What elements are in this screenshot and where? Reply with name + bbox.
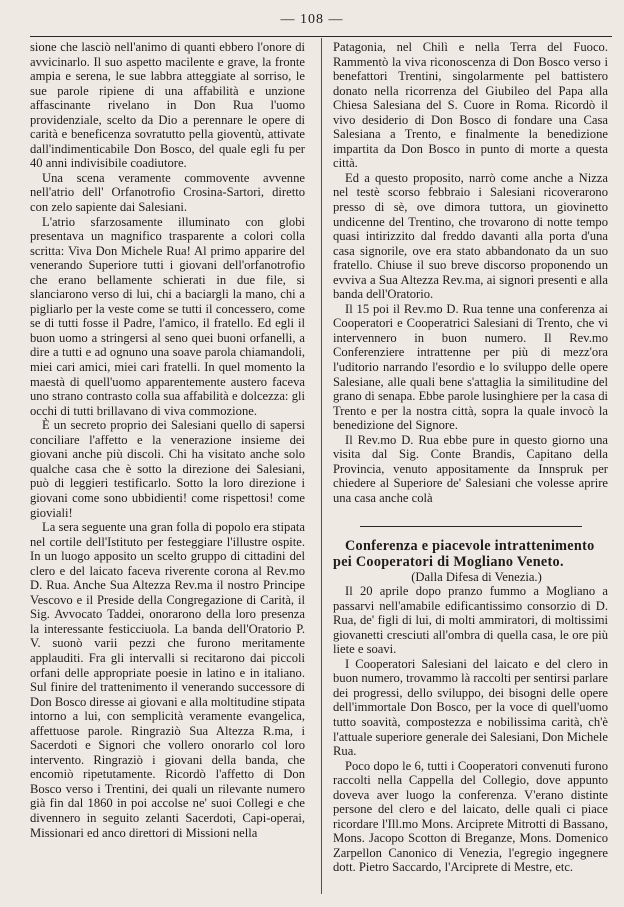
paragraph: L'atrio sfarzosamente illuminato con globi presentava un magnifico trasparente a colori colla scritta: Viva Don Michele Rua! Al primo apparire del venerando Superiore tutti i giovani dell'orfanotrofio che erano bellamente schierati in due file, si slanciarono verso di lui, chi a baciargli la mano, chi a pigliarlo per la veste come se tutti il concessero, come se di tutti fosse il Padre, l'amico, il fratello. Ed egli il buon uomo a stringersi al seno quei buoni orfanelli, a dire a tutti e ad ognuno una soave parola chiamandoli, miei cari amici, miei cari fratelli. In quel momento la maestà di quell'uomo apparentemente austero faceva uno strano contrasto colla sua affabilità e dolcezza: gli occhi di tutti brillavano di viva commozione. xyxy=(30,214,305,418)
page-number: — 108 — xyxy=(280,12,344,27)
paragraph: sione che lasciò nell'animo di quanti ebbero l'onore di avvicinarlo. Il suo aspetto macilente e grave, la fronte ampia e serena, le sue labbra atteggiate al sorriso, le sue parole ripiene di una affabilità e unzione affascinante rivelano in Don Rua l'uomo providenziale, scelto da Dio a perennare le opere di carità e beneficenza sovratutto pella gioventù, attivate dall'indimenticabile Don Bosco, del quale egli fu per 40 anni indivisibile coadiutore. xyxy=(30,40,305,171)
column-divider xyxy=(321,38,322,894)
left-column xyxy=(30,40,305,840)
paragraph: La sera seguente una gran folla di popolo era stipata nel cortile dell'Istituto per festeggiare l'illustre ospite. In un luogo apposito un scelto gruppo di cittadini del clero e del laicato faceva riverente corona al Rev.mo D. Rua. Anche Sua Altezza Rev.ma il nostro Principe Vescovo e il Preside della Congregazione di Carità, il Sig. Avvocato Taddei, onorarono della loro presenza la interessante festicciuola. La banda dell'Oratorio P. V. suonò varii pezzi che furono meritamente applauditi. Fra gli intervalli si recitarono dai piccoli orfani delle appropriate poesie in latino e in italiano. Sul finire del trattenimento il venerando successore di Don Bosco diresse ai giovani e alla moltitudine stipata intorno a lui, con semplicità veramente evangelica, affettuose parole. Ringraziò Sua Altezza R.ma, i Sacerdoti e Signori che vollero onorarlo col loro intervento. Ringraziò i giovani della banda, che encomiò ripetutamente. Ricordò l'affetto di Don Bosco verso i Trentini, dei quali un rilevante numero già fin dal 1860 in poi accolse ne' suoi Collegi e che divennero in seguito zelanti Sacerdoti, Capi-operai, Missionari ed anco direttori di Missioni nella xyxy=(30,520,305,840)
section-source: (Dalla Difesa di Venezia.) xyxy=(411,569,542,584)
paragraph: Il 20 aprile dopo pranzo fummo a Mogliano a passarvi nell'amabile edificantissimo consorzio di D. Rua, de' figli di lui, di molti ammiratori, di moltissimi giovanetti cresciuti all'ombra di quella casa, le ore più liete e soavi. xyxy=(333,584,608,657)
section-separator xyxy=(360,526,582,527)
right-column xyxy=(333,40,608,875)
paragraph: È un secreto proprio dei Salesiani quello di sapersi conciliare l'affetto e la venerazione insieme dei giovani anche più discoli. Chi ha visitato anche solo qualche casa che è sotto la direzione dei Salesiani, può di leggieri testificarlo. Sotto la loro direzione i giovani come sono ubbidienti! come rispettosi! come gioviali! xyxy=(30,418,305,520)
paragraph: I Cooperatori Salesiani del laicato e del clero in buon numero, trovammo là raccolti per sentirsi parlare dei progressi, dello sviluppo, dei bisogni delle opere dell'immortale Don Bosco, per la voce di quell'uomo tutto soavità, compostezza e nobilissima carità, ch'è l'attuale superiore generale dei Salesiani, Don Michele Rua. xyxy=(333,656,608,759)
paragraph: Una scena veramente commovente avvenne nell'atrio dell' Orfanotrofio Crosina-Sartori, diretto con zelo sapiente dai Salesiani. xyxy=(30,170,305,215)
section-heading: Conferenza e piacevole intrattenimento pei Cooperatori di Mogliano Veneto. xyxy=(333,537,595,570)
paragraph: Patagonia, nel Chilì e nella Terra del Fuoco. Rammentò la viva riconoscenza di Don Bosco verso i benefattori Trentini, singolarmente pel battistero donato nella ricorrenza del Giubileo del Papa alla Chiesa Salesiana del S. Cuore in Roma. Ricordò il vivo desiderio di Don Bosco di fondare una Casa Salesiana a Trento, e finalmente la benedizione impartita da Don Bosco in punto di morte a questa città. xyxy=(333,40,608,171)
paragraph: Il Rev.mo D. Rua ebbe pure in questo giorno una visita dal Sig. Conte Brandis, Capitano della Provincia, venuto appositamente da Innspruk per chiedere al Superiore de' Salesiani che volesse aprire una casa anche colà xyxy=(333,432,608,505)
header-rule xyxy=(30,36,612,37)
paragraph: Ed a questo proposito, narrò come anche a Nizza nel testè scorso febbraio i Salesiani ricoverarono presso di sè, ove dimora tuttora, un giovinetto undicenne del Trentino, che trovarono di notte tempo quasi intirizzito dal freddo davanti alla porta d'una casa signorile, ove era stato abbandonato da un suo fratello. Chiuse il suo breve discorso proponendo un evviva a Sua Altezza Rev.ma, ai signori presenti e alla banda dell'Oratorio. xyxy=(333,170,608,302)
paragraph: Il 15 poi il Rev.mo D. Rua tenne una conferenza ai Cooperatori e Cooperatrici Salesiani di Trento, che vi intervennero in buon numero. Il Rev.mo Conferenziere intrattenne per più di mezz'ora l'uditorio narrando l'esordio e lo sviluppo delle opere Salesiane, alle quali bene s'attaglia la similitudine del grano di senapa. Ebbe parole lusinghiere per la casa di Trento e per la nostra città, sopra la quale invocò la benedizione del Signore. xyxy=(333,301,608,433)
paragraph: Poco dopo le 6, tutti i Cooperatori convenuti furono raccolti nella Cappella del Collegio, dove appunto doveva aver luogo la conferenza. V'erano distinte persone del clero e del laicato, delle quali ci piace ricordare l'Ill.mo Mons. Arciprete Mitrotti di Bassano, Mons. Jacopo Scotton di Breganze, Mons. Domenico Zarpellon Canonico di Venezia, l'egregio ingegnere dott. Pietro Saccardo, l'Arciprete di Mestre, etc. xyxy=(333,758,608,875)
